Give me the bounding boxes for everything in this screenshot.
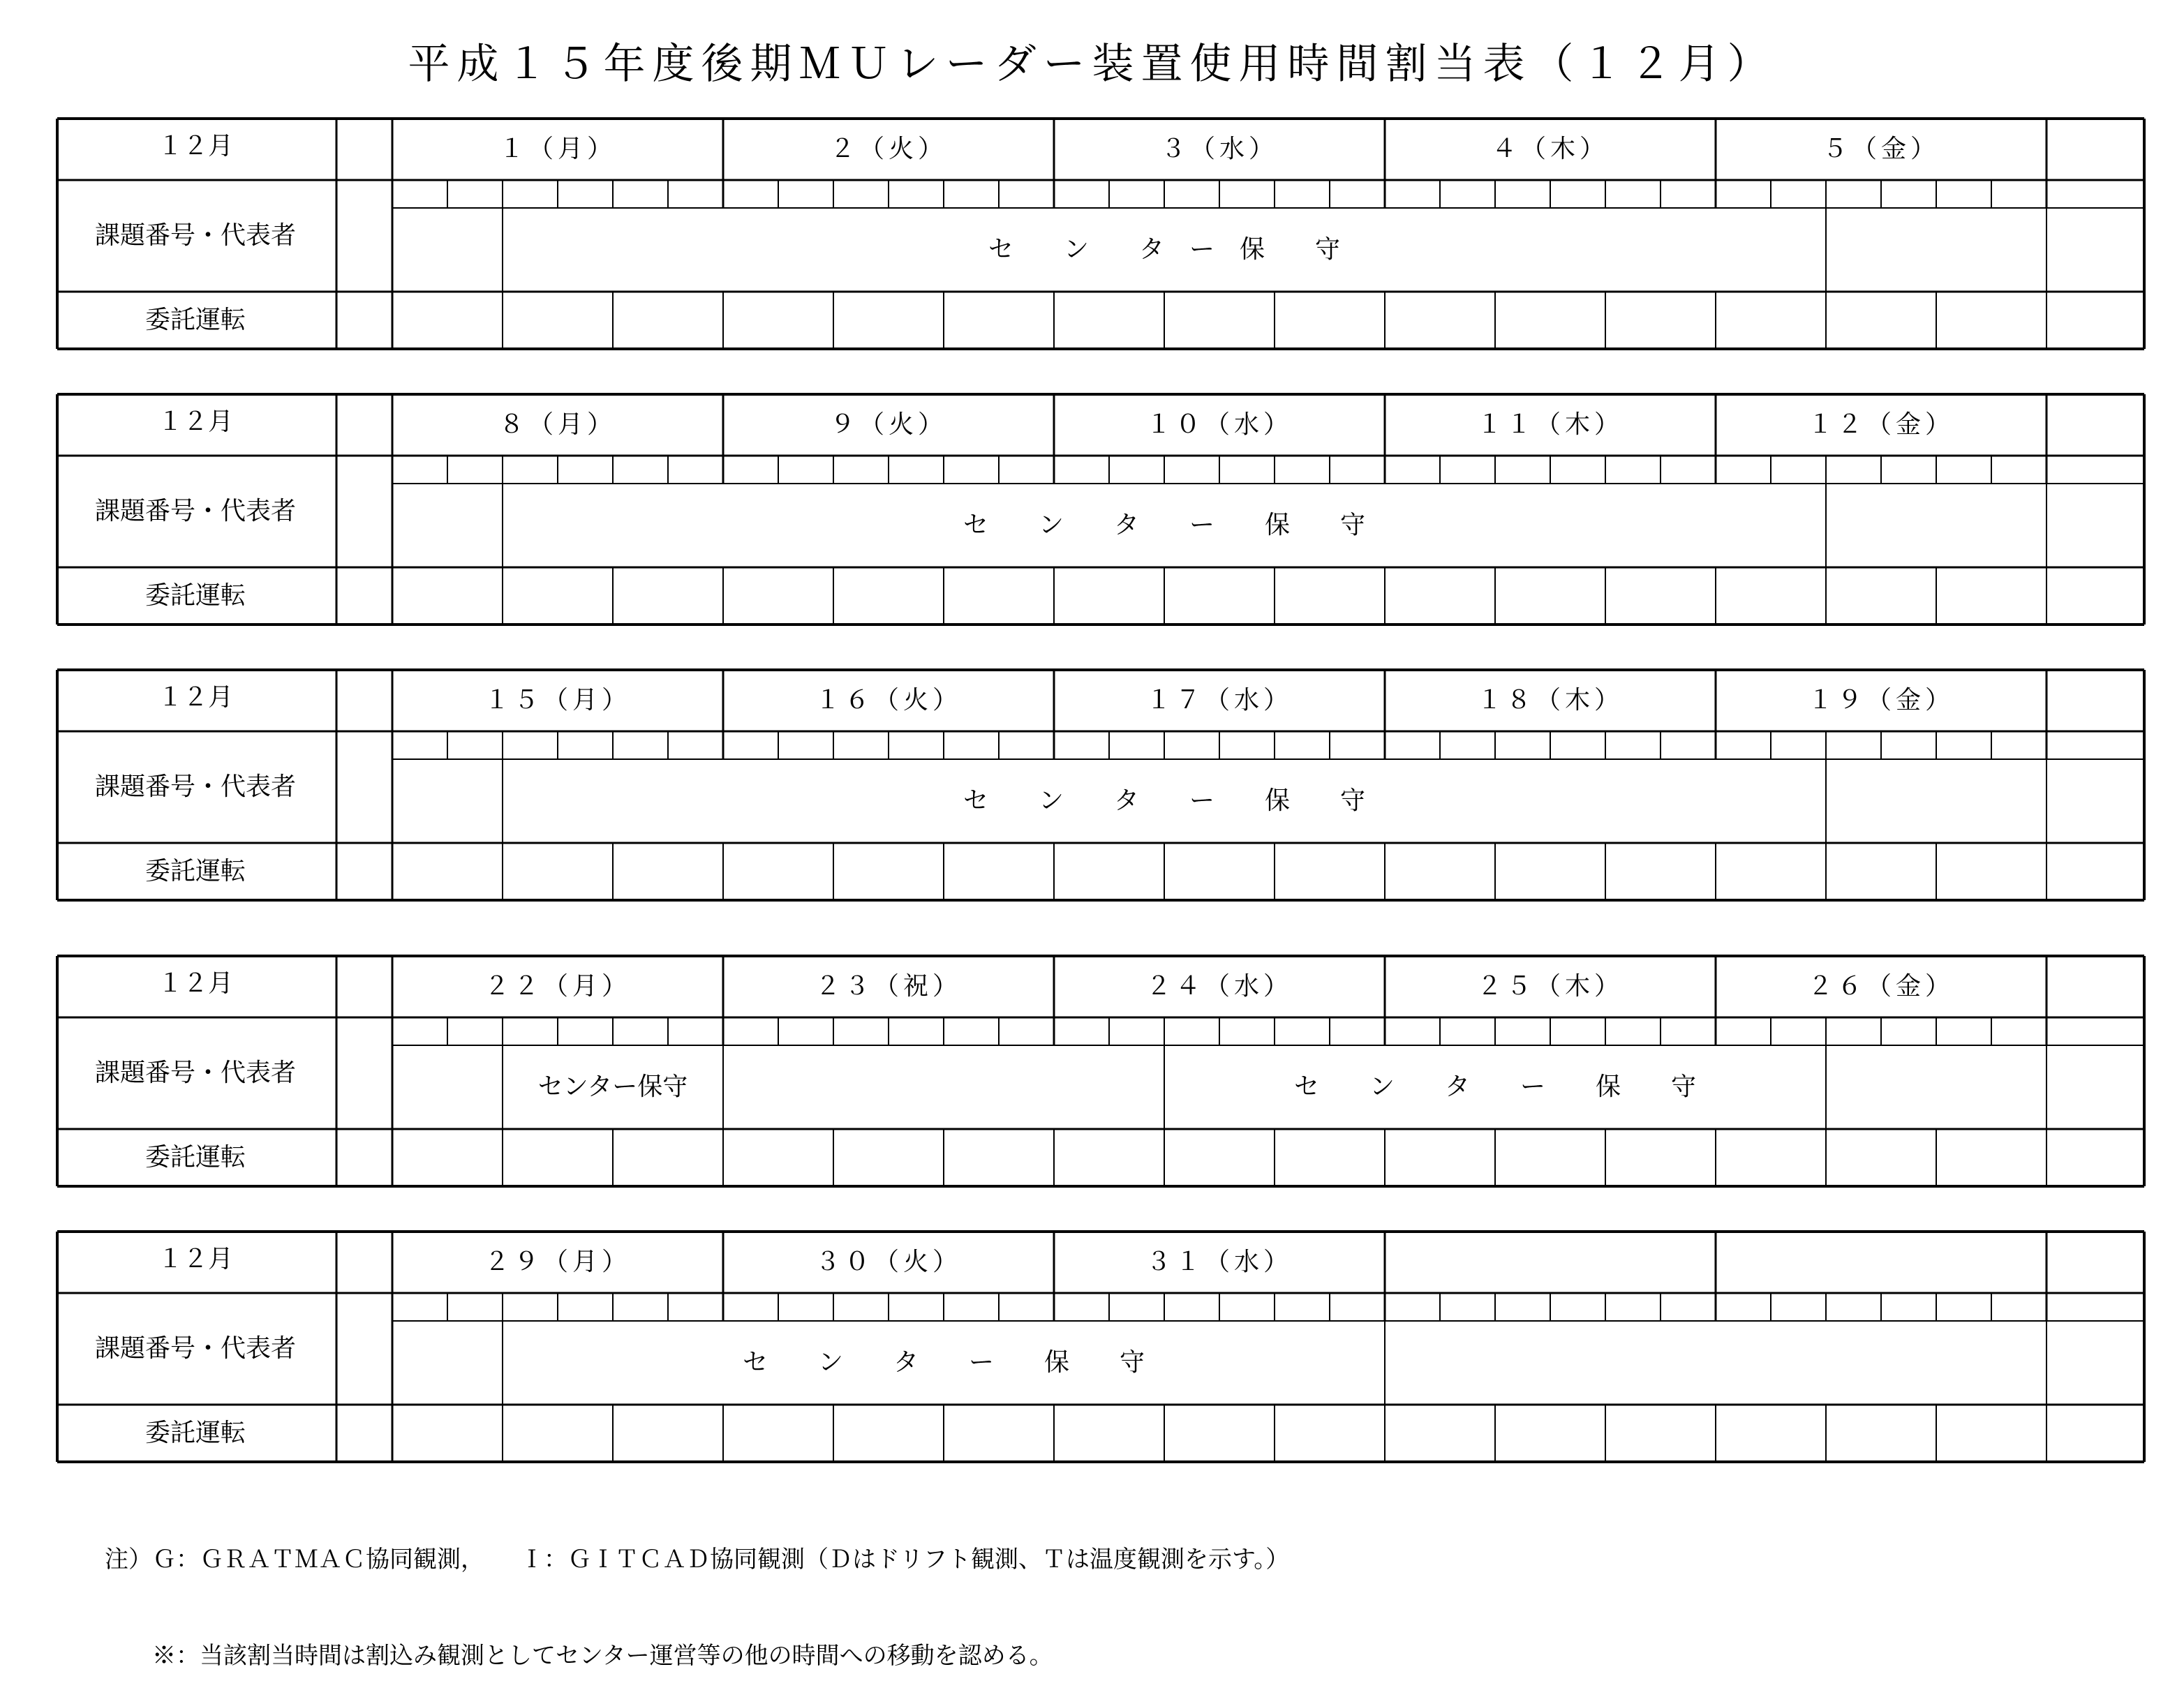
project-label: 課題番号・代表者 xyxy=(94,772,296,801)
commission-cell[interactable] xyxy=(1054,1129,1164,1186)
day-header: １７（水） xyxy=(1145,686,1293,715)
commission-cell[interactable] xyxy=(613,1129,723,1186)
commission-cell[interactable] xyxy=(723,1129,833,1186)
month-label: １２月 xyxy=(157,969,233,998)
commission-cell[interactable] xyxy=(1826,292,1936,349)
commission-cell[interactable] xyxy=(392,843,503,900)
commission-cell[interactable] xyxy=(944,567,1054,625)
commission-label: 委託運転 xyxy=(144,306,246,334)
week-table xyxy=(57,119,2144,349)
commission-cell[interactable] xyxy=(503,1129,613,1186)
commission-cell[interactable] xyxy=(1605,1129,1716,1186)
week-table xyxy=(57,670,2144,900)
commission-cell[interactable] xyxy=(1385,567,1495,625)
commission-cell[interactable] xyxy=(723,292,833,349)
project-label: 課題番号・代表者 xyxy=(94,1059,296,1087)
commission-cell[interactable] xyxy=(392,1129,503,1186)
commission-label: 委託運転 xyxy=(144,1419,246,1447)
commission-cell[interactable] xyxy=(1164,1129,1275,1186)
commission-cell[interactable] xyxy=(392,567,503,625)
commission-cell[interactable] xyxy=(1936,292,2046,349)
commission-cell[interactable] xyxy=(1275,1129,1385,1186)
commission-cell[interactable] xyxy=(503,1405,613,1462)
commission-cell[interactable] xyxy=(1716,1405,1826,1462)
footnotes xyxy=(105,1479,1289,1704)
commission-cell[interactable] xyxy=(944,292,1054,349)
commission-cell[interactable] xyxy=(503,843,613,900)
day-header: １９（金） xyxy=(1807,686,1954,715)
day-header: ２６（金） xyxy=(1807,972,1954,1001)
commission-cell[interactable] xyxy=(1495,1129,1605,1186)
commission-cell[interactable] xyxy=(1054,292,1164,349)
commission-cell[interactable] xyxy=(1826,567,1936,625)
maintenance-block: センター保守 xyxy=(537,1073,688,1101)
commission-cell[interactable] xyxy=(1936,843,2046,900)
commission-cell[interactable] xyxy=(1164,843,1275,900)
commission-cell[interactable] xyxy=(1054,843,1164,900)
commission-cell[interactable] xyxy=(1826,1405,1936,1462)
commission-cell[interactable] xyxy=(1054,567,1164,625)
month-label: １２月 xyxy=(157,408,233,436)
commission-cell[interactable] xyxy=(833,1129,944,1186)
commission-cell[interactable] xyxy=(833,1405,944,1462)
commission-cell[interactable] xyxy=(1716,843,1826,900)
day-header: ２９（月） xyxy=(484,1248,631,1276)
month-label: １２月 xyxy=(157,132,233,160)
day-header: ２４（水） xyxy=(1145,972,1293,1001)
commission-cell[interactable] xyxy=(833,567,944,625)
commission-cell[interactable] xyxy=(1275,1405,1385,1462)
day-header: １５（月） xyxy=(484,686,631,715)
day-header: ５（金） xyxy=(1822,135,1940,163)
commission-cell[interactable] xyxy=(613,843,723,900)
commission-cell[interactable] xyxy=(1164,292,1275,349)
day-header: ２２（月） xyxy=(484,972,631,1001)
commission-cell[interactable] xyxy=(1275,843,1385,900)
day-header: １２（金） xyxy=(1807,410,1954,439)
commission-cell[interactable] xyxy=(392,1405,503,1462)
commission-cell[interactable] xyxy=(723,843,833,900)
commission-cell[interactable] xyxy=(503,292,613,349)
commission-cell[interactable] xyxy=(1385,1129,1495,1186)
day-header: ２（火） xyxy=(829,135,947,163)
week-table xyxy=(57,956,2144,1186)
project-label: 課題番号・代表者 xyxy=(94,221,296,250)
month-label: １２月 xyxy=(157,1245,233,1273)
day-header: ８（月） xyxy=(498,410,616,439)
commission-cell[interactable] xyxy=(1716,1129,1826,1186)
project-label: 課題番号・代表者 xyxy=(94,1334,296,1363)
maintenance-block: セ ン タ ー 保 守 xyxy=(988,235,1340,264)
commission-cell[interactable] xyxy=(1385,1405,1495,1462)
day-header xyxy=(1385,1241,1716,1283)
maintenance-block: セ ン タ ー 保 守 xyxy=(1293,1073,1696,1101)
day-header: １８（木） xyxy=(1476,686,1624,715)
commission-cell[interactable] xyxy=(1275,292,1385,349)
day-header: １０（水） xyxy=(1145,410,1293,439)
commission-cell[interactable] xyxy=(1605,567,1716,625)
commission-cell[interactable] xyxy=(944,1405,1054,1462)
day-header: ２３（祝） xyxy=(815,972,962,1001)
commission-cell[interactable] xyxy=(1164,1405,1275,1462)
commission-cell[interactable] xyxy=(944,843,1054,900)
week-table xyxy=(57,394,2144,625)
commission-cell[interactable] xyxy=(1275,567,1385,625)
commission-label: 委託運転 xyxy=(144,1143,246,1172)
commission-cell[interactable] xyxy=(723,567,833,625)
commission-cell[interactable] xyxy=(833,292,944,349)
day-header: １６（火） xyxy=(815,686,962,715)
commission-cell[interactable] xyxy=(1385,843,1495,900)
day-header: １１（木） xyxy=(1476,410,1624,439)
commission-cell[interactable] xyxy=(723,1405,833,1462)
commission-cell[interactable] xyxy=(503,567,613,625)
commission-cell[interactable] xyxy=(1385,292,1495,349)
commission-cell[interactable] xyxy=(1605,292,1716,349)
commission-cell[interactable] xyxy=(1826,1129,1936,1186)
commission-cell[interactable] xyxy=(1495,292,1605,349)
commission-cell[interactable] xyxy=(392,292,503,349)
commission-cell[interactable] xyxy=(1495,843,1605,900)
commission-cell[interactable] xyxy=(1936,1129,2046,1186)
commission-label: 委託運転 xyxy=(144,581,246,610)
commission-cell[interactable] xyxy=(1495,567,1605,625)
commission-label: 委託運転 xyxy=(144,857,246,885)
day-header: ９（火） xyxy=(829,410,947,439)
commission-cell[interactable] xyxy=(1936,567,2046,625)
commission-cell[interactable] xyxy=(1054,1405,1164,1462)
day-header: １（月） xyxy=(498,135,616,163)
commission-cell[interactable] xyxy=(1605,843,1716,900)
commission-cell[interactable] xyxy=(613,1405,723,1462)
maintenance-block: セ ン タ ー 保 守 xyxy=(963,511,1365,539)
footnote-line-2: ※：当該割当時間は割込み観測としてセンター運営等の他の時間への移動を認める。 xyxy=(105,1642,1053,1670)
maintenance-block: セ ン タ ー 保 守 xyxy=(963,786,1365,815)
page-title: 平成１５年度後期ＭＵレーダー装置使用時間割当表（１２月） xyxy=(408,40,1776,89)
commission-cell[interactable] xyxy=(613,567,723,625)
commission-cell[interactable] xyxy=(1826,843,1936,900)
project-label: 課題番号・代表者 xyxy=(94,497,296,525)
commission-cell[interactable] xyxy=(613,292,723,349)
day-header: ３（水） xyxy=(1160,135,1278,163)
commission-cell[interactable] xyxy=(1164,567,1275,625)
commission-cell[interactable] xyxy=(833,843,944,900)
commission-cell[interactable] xyxy=(1495,1405,1605,1462)
day-header: ２５（木） xyxy=(1476,972,1624,1001)
commission-cell[interactable] xyxy=(1936,1405,2046,1462)
month-label: １２月 xyxy=(157,683,233,712)
day-header: ３０（火） xyxy=(815,1248,962,1276)
commission-cell[interactable] xyxy=(1716,567,1826,625)
week-table xyxy=(57,1232,2144,1462)
footnote-line-1: 注）Ｇ：ＧＲＡＴＭＡＣ協同観測， Ｉ：ＧＩＴＣＡＤ協同観測（Ｄはドリフト観測、Ｔは温度観測を示す。） xyxy=(105,1546,1290,1574)
day-header xyxy=(1716,1241,2046,1283)
commission-cell[interactable] xyxy=(1605,1405,1716,1462)
maintenance-block xyxy=(723,1066,1164,1108)
day-header: ４（木） xyxy=(1491,135,1609,163)
maintenance-block: セ ン タ ー 保 守 xyxy=(742,1348,1145,1377)
commission-cell[interactable] xyxy=(944,1129,1054,1186)
commission-cell[interactable] xyxy=(1716,292,1826,349)
day-header: ３１（水） xyxy=(1145,1248,1293,1276)
